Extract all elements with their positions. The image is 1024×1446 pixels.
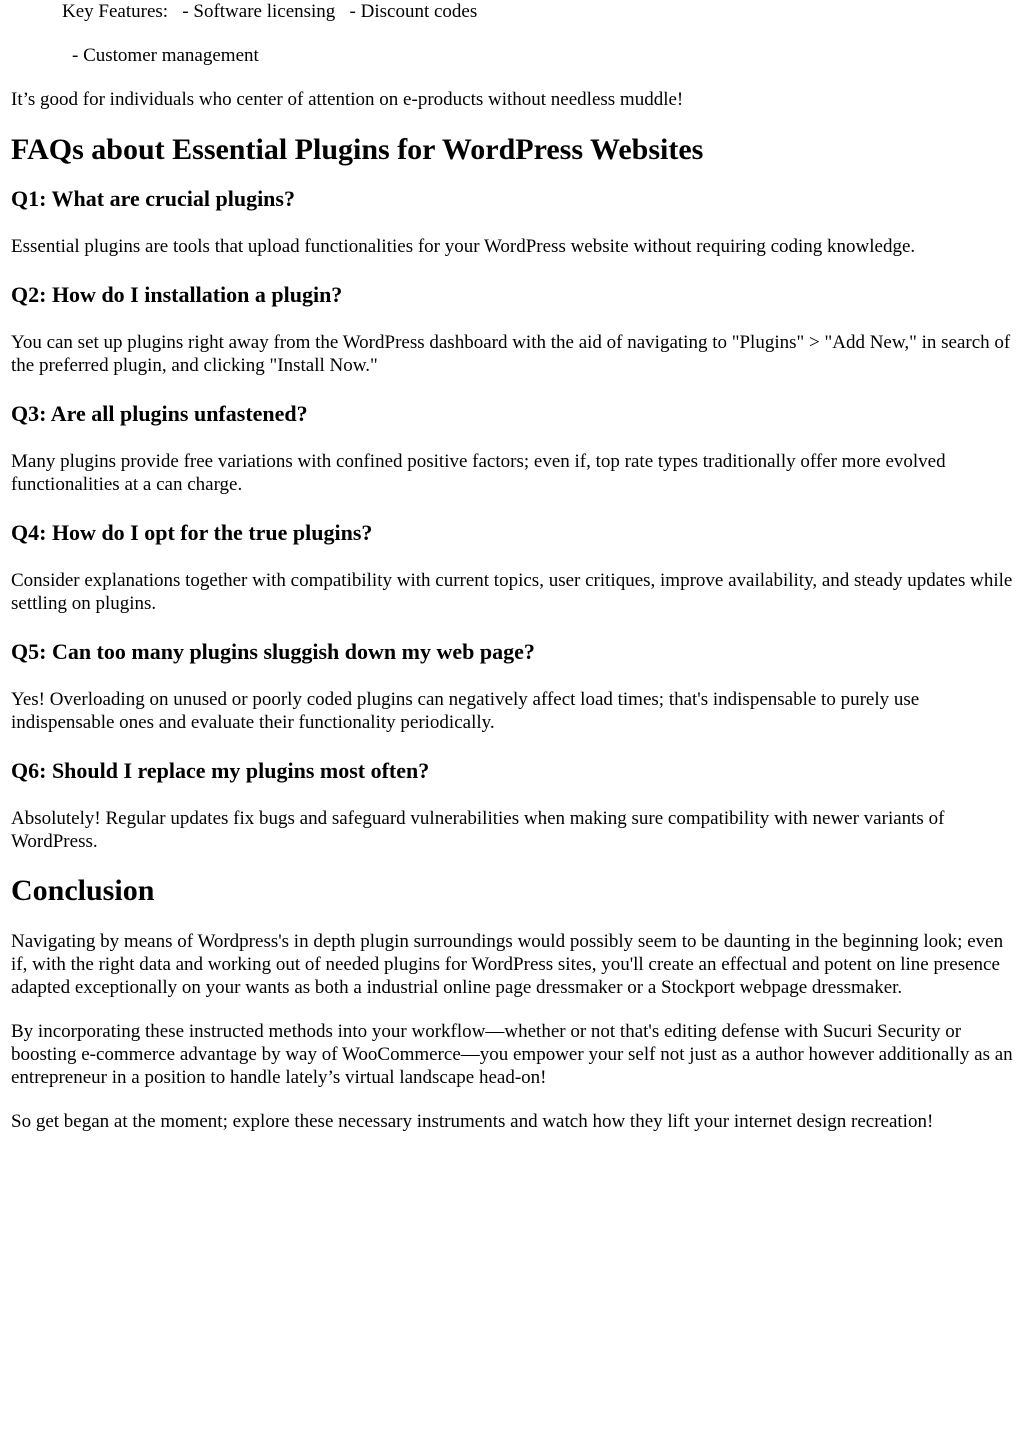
key-features-block	[11, 0, 1016, 67]
conclusion-paragraph-2: By incorporating these instructed methods into your workflow—whether or not that's editing defense with Sucuri Security or boosting e-commerce advantage by way of WooCommerce—you empower your self not just as a author however additionally as an entrepreneur in a position to handle lately’s virtual landscape head-on!	[11, 1021, 1013, 1088]
faq-question-2: Q2: How do I installation a plugin?	[11, 282, 343, 307]
conclusion-paragraph-3: So get began at the moment; explore these necessary instruments and watch how they lift your internet design recreation!	[11, 1111, 934, 1132]
faq-question-4: Q4: How do I opt for the true plugins?	[11, 520, 373, 545]
key-features-line: Key Features: - Software licensing - Discount codes	[62, 1, 478, 22]
faq-answer-5: Yes! Overloading on unused or poorly coded plugins can negatively affect load times; that's indispensable to purely use indispensable ones and evaluate their functionality periodically.	[11, 689, 920, 733]
faq-answer-6: Absolutely! Regular updates fix bugs and safeguard vulnerabilities when making sure compatibility with newer variants of WordPress.	[11, 808, 945, 852]
faq-question-1: Q1: What are crucial plugins?	[11, 186, 295, 211]
faq-question-3: Q3: Are all plugins unfastened?	[11, 401, 308, 426]
faq-question-6: Q6: Should I replace my plugins most often?	[11, 758, 430, 783]
conclusion-heading: Conclusion	[11, 874, 155, 907]
faq-question-5: Q5: Can too many plugins sluggish down my web page?	[11, 639, 535, 664]
key-features-line-continued: - Customer management	[72, 45, 259, 66]
faq-answer-3: Many plugins provide free variations with confined positive factors; even if, top rate types traditionally offer more evolved functionalities at a can charge.	[11, 451, 946, 495]
faq-heading: FAQs about Essential Plugins for WordPress Websites	[11, 133, 704, 166]
intro-paragraph: It’s good for individuals who center of attention on e-products without needless muddle!	[11, 89, 684, 110]
article-body	[11, 0, 1016, 1133]
faq-answer-4: Consider explanations together with compatibility with current topics, user critiques, improve availability, and steady updates while settling on plugins.	[11, 570, 1013, 614]
faq-answer-1: Essential plugins are tools that upload functionalities for your WordPress website without requiring coding knowledge.	[11, 236, 916, 257]
conclusion-paragraph-1: Navigating by means of Wordpress's in depth plugin surroundings would possibly seem to be daunting in the beginning look; even if, with the right data and working out of needed plugins for WordPress sites, you'll create an effectual and potent on line presence adapted exceptionally on your wants as both a industrial online page dressmaker or a Stockport webpage dressmaker.	[11, 931, 1004, 998]
faq-answer-2: You can set up plugins right away from the WordPress dashboard with the aid of navigating to "Plugins" > "Add New," in search of the preferred plugin, and clicking "Install Now."	[11, 332, 1011, 376]
